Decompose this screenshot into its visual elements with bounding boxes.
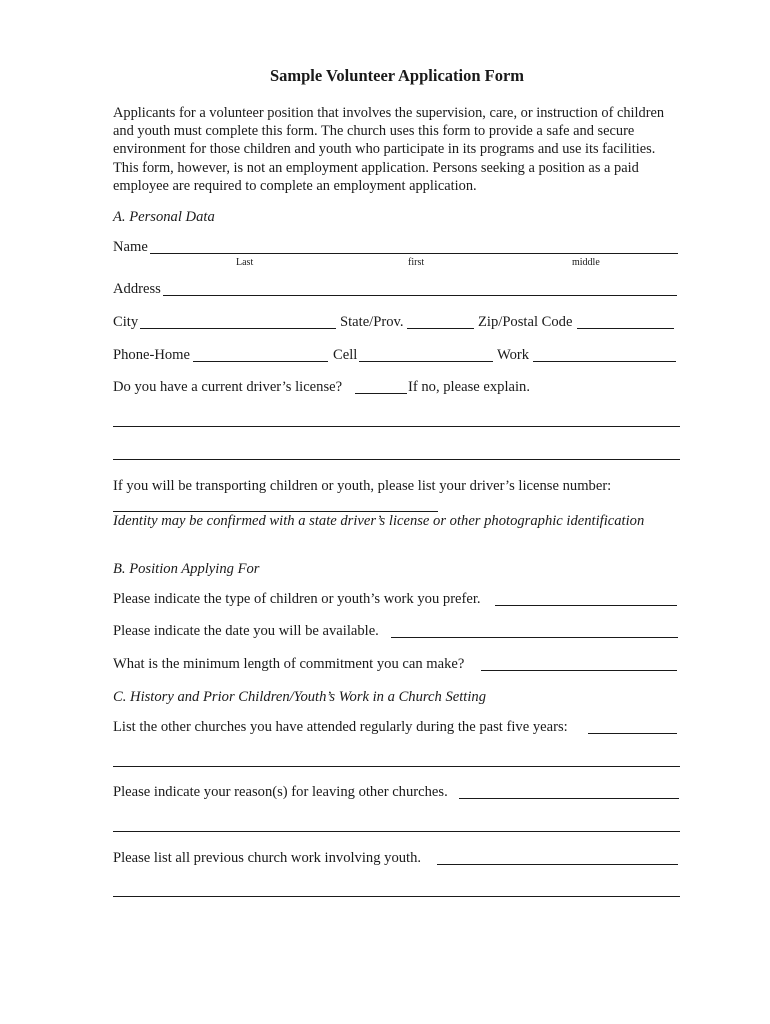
name-label: Name xyxy=(113,239,148,255)
phone-home-label: Phone-Home xyxy=(113,347,191,363)
state-input-line[interactable] xyxy=(407,328,474,329)
commitment-question: What is the minimum length of commitment you can make? xyxy=(113,656,465,672)
page-title: Sample Volunteer Application Form xyxy=(269,66,525,85)
date-question: Please indicate the date you will be available. xyxy=(113,623,379,639)
reasons-line-2[interactable] xyxy=(113,831,680,832)
section-c-heading: C. History and Prior Children/Youth’s Work in a Church Setting xyxy=(113,689,486,705)
city-label: City xyxy=(113,314,139,330)
reasons-input-line[interactable] xyxy=(459,798,679,799)
section-a-heading: A. Personal Data xyxy=(113,209,215,225)
license-question: Do you have a current driver’s license? xyxy=(113,379,343,395)
reasons-question: Please indicate your reason(s) for leaving other churches. xyxy=(113,784,448,800)
name-input-line[interactable] xyxy=(150,253,678,254)
city-input-line[interactable] xyxy=(140,328,336,329)
work-input-line[interactable] xyxy=(533,361,676,362)
previous-work-input-line[interactable] xyxy=(437,864,678,865)
address-input-line[interactable] xyxy=(163,295,677,296)
intro-paragraph: Applicants for a volunteer position that involves the supervision, care, or instruction of children and youth must complete this form. The church uses this form to provide a safe and secure environment for those children and youth who participate in its programs and use its facilities. This form, however, is not an employment application. Persons seeking a position as a paid employee are required to complete an employment application. xyxy=(113,105,665,194)
work-type-question: Please indicate the type of children or youth’s work you prefer. xyxy=(113,591,481,607)
identity-note: Identity may be confirmed with a state driver’s license or other photographic identification xyxy=(113,513,645,529)
previous-work-line-2[interactable] xyxy=(113,896,680,897)
name-sub-last: Last xyxy=(236,257,254,268)
work-type-input-line[interactable] xyxy=(495,605,677,606)
cell-label: Cell xyxy=(333,347,358,363)
name-sub-first: first xyxy=(408,257,425,268)
phone-home-input-line[interactable] xyxy=(193,361,328,362)
name-sub-middle: middle xyxy=(572,257,600,268)
commitment-input-line[interactable] xyxy=(481,670,677,671)
zip-label: Zip/Postal Code xyxy=(478,314,573,330)
explain-line-1[interactable] xyxy=(113,426,680,427)
zip-input-line[interactable] xyxy=(577,328,674,329)
transport-question: If you will be transporting children or youth, please list your driver’s license number: xyxy=(113,478,612,494)
churches-line-2[interactable] xyxy=(113,766,680,767)
license-explain-label: If no, please explain. xyxy=(408,379,530,395)
license-answer-line[interactable] xyxy=(355,393,407,394)
churches-input-line[interactable] xyxy=(588,733,677,734)
churches-question: List the other churches you have attended regularly during the past five years: xyxy=(113,719,568,735)
address-label: Address xyxy=(113,281,161,297)
previous-work-question: Please list all previous church work involving youth. xyxy=(113,850,422,866)
explain-line-2[interactable] xyxy=(113,459,680,460)
cell-input-line[interactable] xyxy=(359,361,493,362)
state-label: State/Prov. xyxy=(340,314,404,330)
section-b-heading: B. Position Applying For xyxy=(113,561,260,577)
date-input-line[interactable] xyxy=(391,637,678,638)
work-label: Work xyxy=(497,347,530,363)
